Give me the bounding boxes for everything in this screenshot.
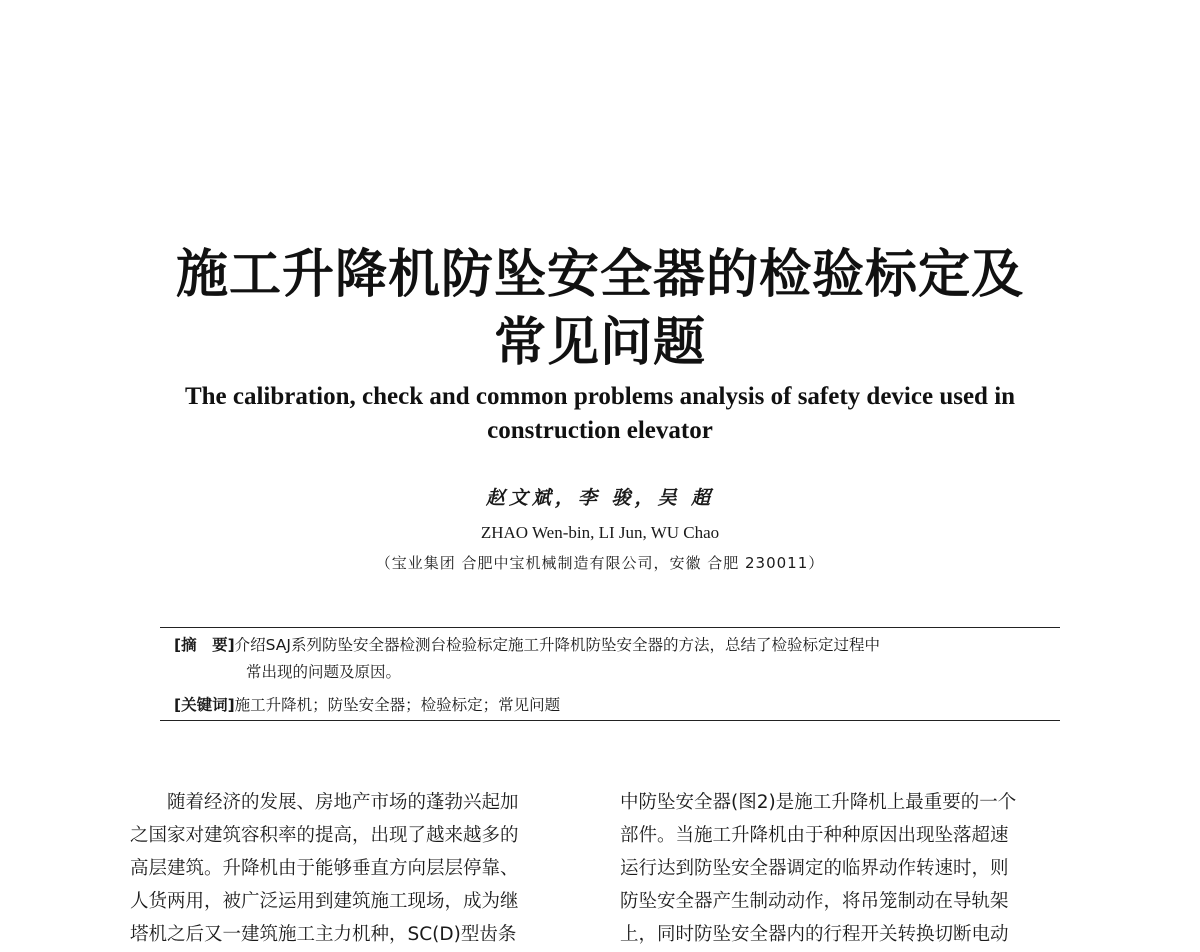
keywords-text: 施工升降机；防坠安全器；检验标定；常见问题 <box>234 696 561 714</box>
keywords-label: [关键词] <box>174 696 235 714</box>
body-line: 之国家对建筑容积率的提高，出现了越来越多的 <box>130 825 519 846</box>
abstract-bottom-rule <box>160 720 1060 721</box>
abstract-line-2: 常出现的问题及原因。 <box>246 663 402 681</box>
title-en-line-2: construction elevator <box>487 417 713 444</box>
body-right-column <box>620 786 1070 951</box>
body-line: 高层建筑。升降机由于能够垂直方向层层停靠、 <box>130 858 519 879</box>
body-left-column <box>130 786 590 951</box>
body-line: 随着经济的发展、房地产市场的蓬勃兴起加 <box>167 792 519 813</box>
abstract-top-rule <box>160 627 1060 628</box>
title-en-line-1: The calibration, check and common problems analysis of safety device used in <box>184 383 1016 410</box>
title-zh-line-2: 常见问题 <box>493 313 706 373</box>
body-line: 防坠安全器产生制动动作，将吊笼制动在导轨架 <box>620 891 1009 912</box>
affiliation: （宝业集团 合肥中宝机械制造有限公司，安徽 合肥 230011） <box>375 554 825 572</box>
abstract-line-1 <box>174 634 880 656</box>
authors-en: ZHAO Wen-bin, LI Jun, WU Chao <box>480 523 720 542</box>
body-line: 上，同时防坠安全器内的行程开关转换切断电动 <box>620 924 1009 945</box>
keywords-line <box>174 694 560 716</box>
authors-zh: 赵文斌，李 骏，吴 超 <box>485 487 715 509</box>
body-line: 部件。当施工升降机由于种种原因出现坠落超速 <box>620 825 1009 846</box>
body-line: 运行达到防坠安全器调定的临界动作转速时，则 <box>620 858 1009 879</box>
body-line: 中防坠安全器(图2)是施工升降机上最重要的一个 <box>620 792 1017 813</box>
body-line: 人货两用，被广泛运用到建筑施工现场，成为继 <box>130 891 519 912</box>
title-zh-line-1: 施工升降机防坠安全器的检验标定及 <box>175 245 1024 305</box>
abstract-label: [摘 要] <box>174 636 235 654</box>
body-line: 塔机之后又一建筑施工主力机种，SC(D)型齿条 <box>130 924 517 945</box>
abstract-text-1: 介绍SAJ系列防坠安全器检测台检验标定施工升降机防坠安全器的方法，总结了检验标定过程中 <box>234 636 880 654</box>
